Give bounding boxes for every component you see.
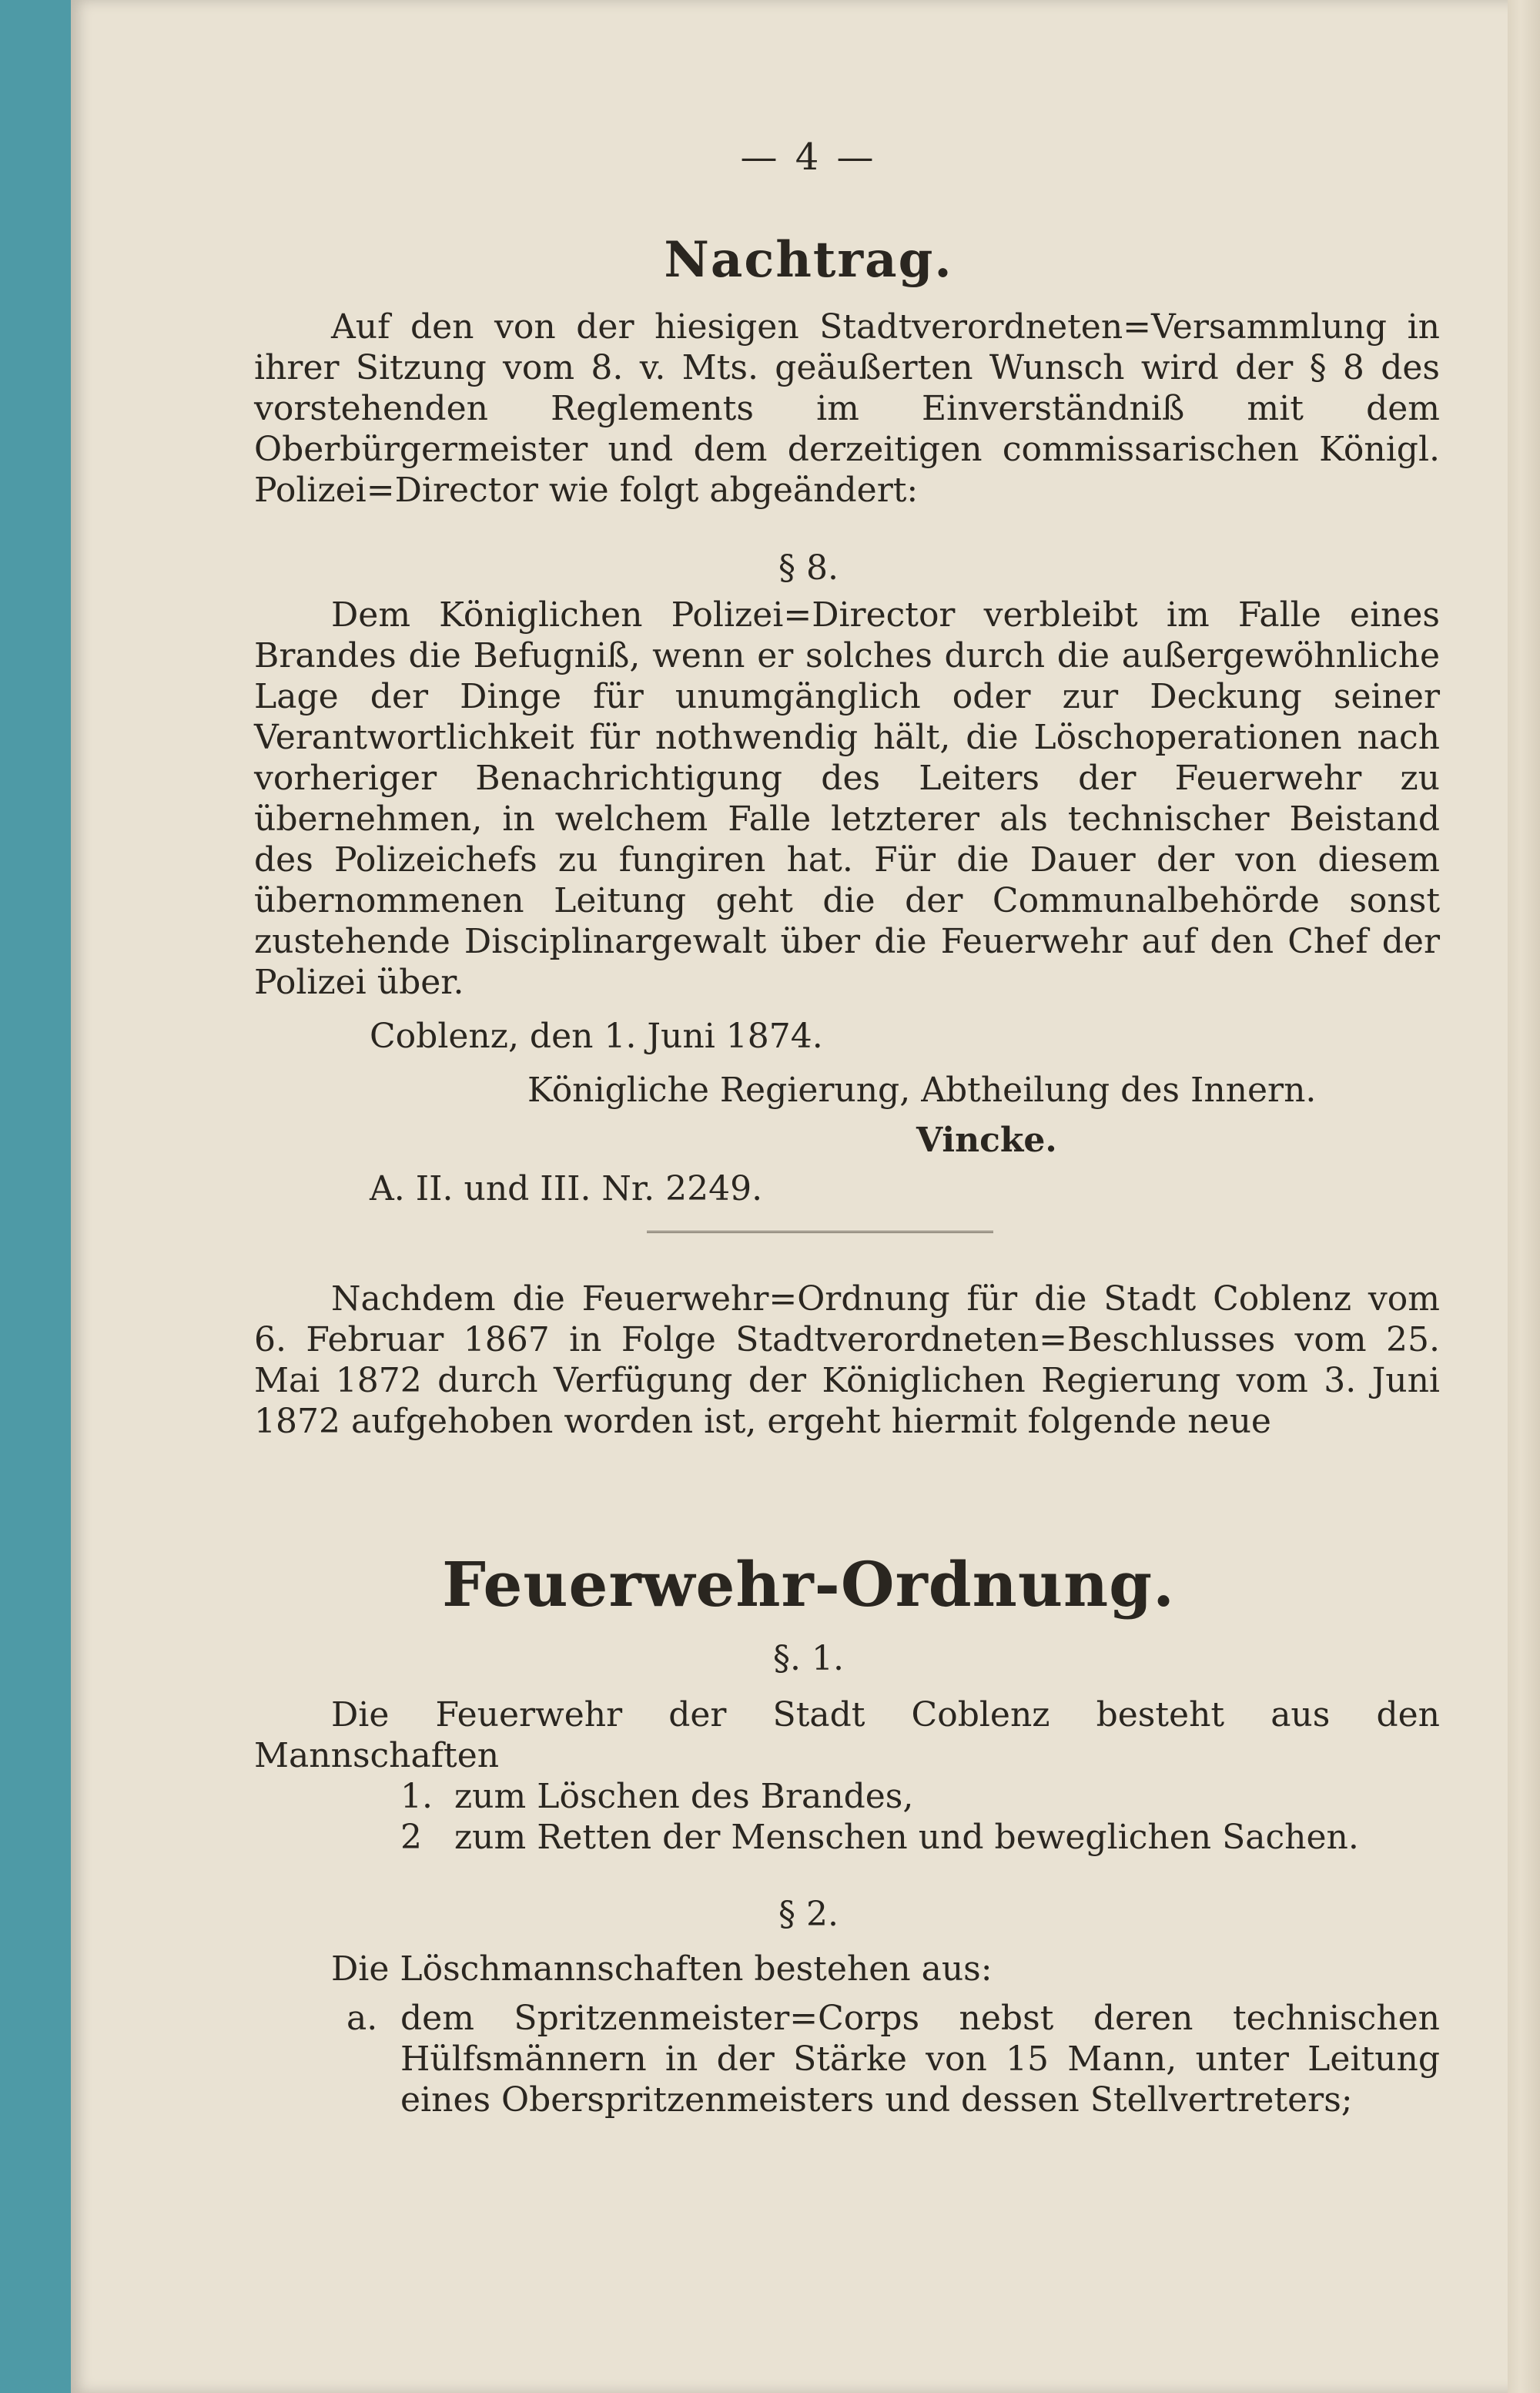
- s1-body: [254, 1694, 1440, 1776]
- supplement-section-text: Dem Königlichen Polizei=Director verbleibt im Falle eines Brandes die Befugniß, wenn er solches durch die außergewöhnliche Lage der Dinge für unumgänglich oder zur Deckung seiner Verantwortlichkeit für nothwendig hält, die Löschoperationen nach vorheriger Benachrichtigung des Leiters der Feuerwehr zu übernehmen, in welchem Falle letzterer als technischer Beistand des Polizeichefs zu fungiren hat. Für die Dauer der von diesem übernommenen Leitung geht die der Communalbehörde sonst zustehende Disciplinargewalt über die Feuerwehr auf den Chef der Polizei über.: [254, 595, 1440, 1002]
- list-text: zum Löschen des Brandes,: [454, 1777, 914, 1816]
- list-marker: a.: [346, 1999, 378, 2038]
- signature: Vincke.: [916, 1121, 1057, 1160]
- authority: Königliche Regierung, Abtheilung des Innern.: [527, 1071, 1317, 1110]
- place-date: Coblenz, den 1. Juni 1874.: [370, 1017, 823, 1056]
- supplement-intro: [254, 307, 1440, 511]
- s1-text: Die Feuerwehr der Stadt Coblenz besteht aus den Mannschaften: [254, 1695, 1440, 1775]
- list-item: [400, 1776, 1440, 1817]
- supplement-intro-text: Auf den von der hiesigen Stadtverordneten=Versammlung in ihrer Sitzung vom 8. v. Mts. geäußerten Wunsch wird der § 8 des vorstehenden Reglements im Einverständniß mit dem Oberbürgermeister und dem derzeitigen commissarischen Königl. Polizei=Director wie folgt abgeändert:: [254, 307, 1440, 510]
- list-item: [346, 1998, 1440, 2120]
- page-fold-edge: [1508, 0, 1540, 2393]
- list-item: [400, 1817, 1440, 1858]
- s1-heading: §. 1.: [773, 1639, 844, 1678]
- preamble-text: Nachdem die Feuerwehr=Ordnung für die Stadt Coblenz vom 6. Februar 1867 in Folge Stadtverordneten=Beschlusses vom 25. Mai 1872 durch Verfügung der Königlichen Regierung vom 3. Juni 1872 aufgehoben worden ist, ergeht hiermit folgende neue: [254, 1279, 1440, 1441]
- page-number: — 4 —: [740, 136, 877, 179]
- list-marker: 2: [400, 1818, 422, 1857]
- s2-text: Die Löschmannschaften bestehen aus:: [331, 1949, 993, 1989]
- s2-body: [254, 1949, 1440, 1989]
- s2-heading: § 2.: [778, 1895, 839, 1934]
- list-text: zum Retten der Menschen und beweglichen Sachen.: [454, 1818, 1359, 1857]
- supplement-section-heading: § 8.: [778, 548, 839, 588]
- ordinance-title: Feuerwehr-Ordnung.: [442, 1548, 1175, 1620]
- s2-list: [346, 1998, 1440, 2120]
- section-divider: [647, 1231, 993, 1233]
- supplement-title: Nachtrag.: [664, 231, 953, 289]
- list-text: dem Spritzenmeister=Corps nebst deren technischen Hülfsmännern in der Stärke von 15 Mann, unter Leitung eines Oberspritzenmeisters und dessen Stellvertreters;: [400, 1999, 1440, 2120]
- s1-list: [400, 1776, 1440, 1858]
- preamble: [254, 1279, 1440, 1442]
- reference-number: A. II. und III. Nr. 2249.: [370, 1169, 763, 1208]
- list-marker: 1.: [400, 1777, 433, 1816]
- supplement-section: [254, 595, 1440, 1003]
